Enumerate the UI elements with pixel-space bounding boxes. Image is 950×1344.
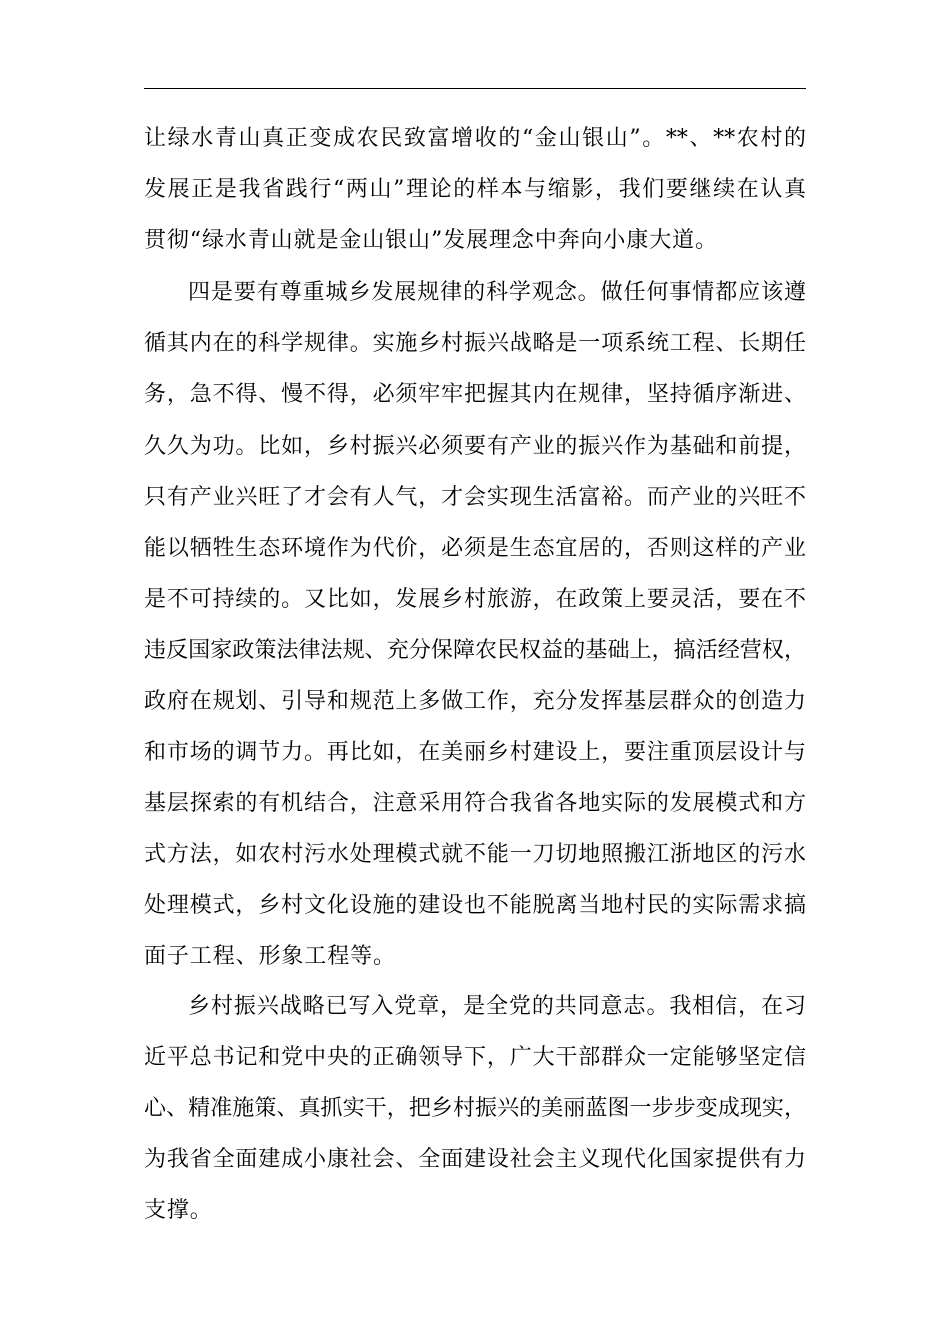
text-line: 乡村振兴战略已写入党章，是全党的共同意志。我相信，在习 — [188, 994, 806, 1019]
text-line: 四是要有尊重城乡发展规律的科学观念。做任何事情都应该遵 — [188, 280, 806, 305]
text-line: 心、精准施策、真抓实干，把乡村振兴的美丽蓝图一步步变成现实， — [144, 1096, 806, 1121]
text-line: 和市场的调节力。再比如，在美丽乡村建设上，要注重顶层设计与 — [144, 740, 806, 765]
text-line: 贯彻“绿水青山就是金山银山”发展理念中奔向小康大道。 — [144, 228, 718, 253]
text-line: 面子工程、形象工程等。 — [144, 944, 396, 969]
header-rule — [144, 88, 806, 89]
text-line: 近平总书记和党中央的正确领导下，广大干部群众一定能够坚定信 — [144, 1045, 806, 1070]
text-line: 让绿水青山真正变成农民致富增收的“金山银山”。**、**农村的 — [144, 126, 806, 151]
text-line: 久久为功。比如，乡村振兴必须要有产业的振兴作为基础和前提， — [144, 434, 806, 459]
text-line: 务，急不得、慢不得，必须牢牢把握其内在规律，坚持循序渐进、 — [144, 382, 806, 407]
text-line: 支撑。 — [144, 1198, 213, 1223]
text-line: 是不可持续的。又比如，发展乡村旅游，在政策上要灵活，要在不 — [144, 587, 806, 612]
text-line: 为我省全面建成小康社会、全面建设社会主义现代化国家提供有力 — [144, 1147, 806, 1172]
text-line: 式方法，如农村污水处理模式就不能一刀切地照搬江浙地区的污水 — [144, 842, 806, 867]
text-line: 基层探索的有机结合，注意采用符合我省各地实际的发展模式和方 — [144, 791, 806, 816]
text-line: 能以牺牲生态环境作为代价，必须是生态宜居的，否则这样的产业 — [144, 536, 806, 561]
text-line: 只有产业兴旺了才会有人气，才会实现生活富裕。而产业的兴旺不 — [144, 485, 806, 510]
text-line: 违反国家政策法律法规、充分保障农民权益的基础上，搞活经营权， — [144, 638, 806, 663]
text-line: 循其内在的科学规律。实施乡村振兴战略是一项系统工程、长期任 — [144, 331, 806, 356]
text-line: 政府在规划、引导和规范上多做工作，充分发挥基层群众的创造力 — [144, 689, 806, 714]
text-line: 处理模式，乡村文化设施的建设也不能脱离当地村民的实际需求搞 — [144, 893, 806, 918]
text-line: 发展正是我省践行“两山”理论的样本与缩影，我们要继续在认真 — [144, 177, 806, 202]
